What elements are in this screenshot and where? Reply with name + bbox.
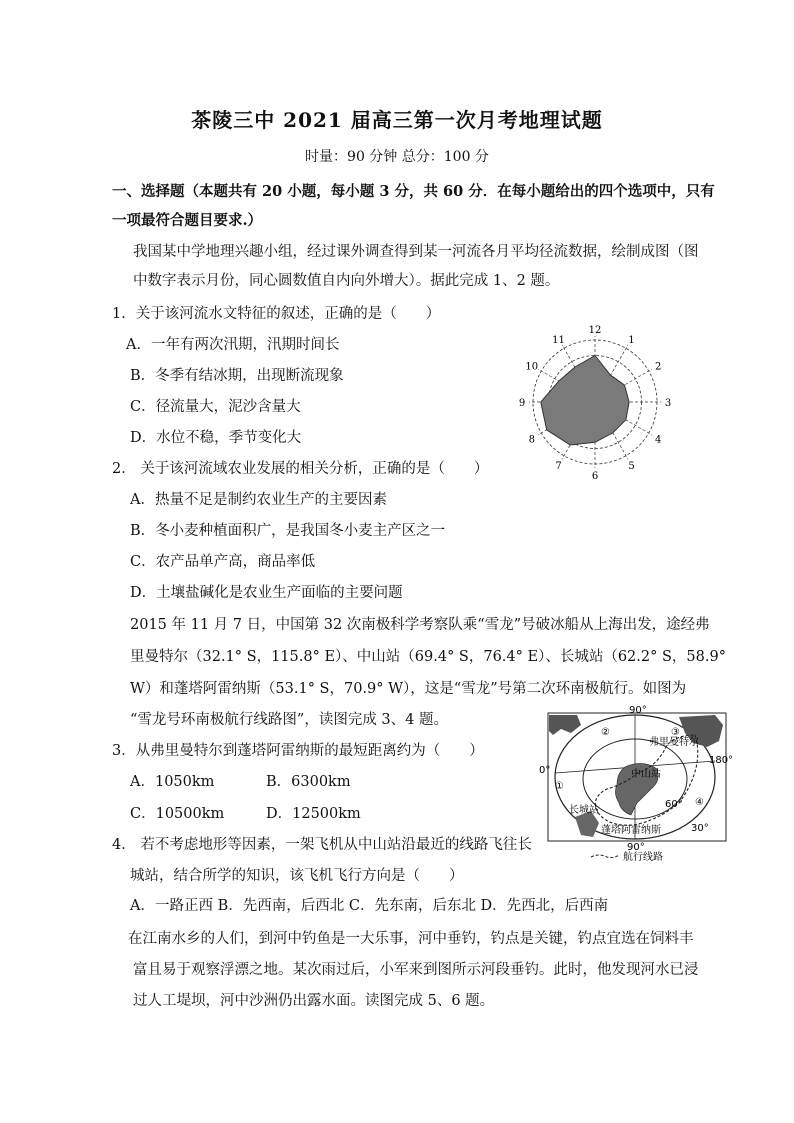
lat-30: 30° xyxy=(691,823,709,834)
lon-0: 0° xyxy=(539,765,551,776)
q3-option-d: D．12500km xyxy=(266,806,361,822)
intro1-line1: 我国某中学地理兴趣小组，经过课外调查得到某一河流各月平均径流数据，绘制成图（图 xyxy=(133,244,699,260)
section-heading-cont: 一项最符合题目要求.） xyxy=(112,212,263,229)
runoff-area xyxy=(541,356,629,446)
q3-stem: 3．从弗里曼特尔到蓬塔阿雷纳斯的最短距离约为（ ） xyxy=(112,743,484,759)
antarctic-route-map xyxy=(539,705,734,863)
month-label-7: 7 xyxy=(555,461,562,473)
month-label-1: 1 xyxy=(628,334,635,346)
q4-options: A．一路正西 B．先西南，后西北 C．先东南，后东北 D．先西北，后西南 xyxy=(130,898,609,914)
intro3-line3: 过人工堤坝，河中沙洲仍出露水面。读图完成 5、6 题。 xyxy=(133,993,495,1009)
month-label-11: 11 xyxy=(552,334,565,346)
month-label-4: 4 xyxy=(655,434,662,446)
intro2-line4: “雪龙号环南极航行线路图”，读图完成 3、4 题。 xyxy=(130,712,448,728)
q2-stem: 2． 关于该河流域农业发展的相关分析，正确的是（ ） xyxy=(112,461,489,477)
q4-stem: 4． 若不考虑地形等因素，一架飞机从中山站沿最近的线路飞往长 xyxy=(112,837,532,853)
q1-option-d: D．水位不稳，季节变化大 xyxy=(130,430,302,446)
q1-option-c: C．径流量大，泥沙含量大 xyxy=(130,399,301,415)
runoff-radar-chart xyxy=(505,322,685,482)
q3-option-a: A．1050km xyxy=(130,774,215,790)
intro2-line2: 里曼特尔（32.1° S，115.8° E）、中山站（69.4° S，76.4° E）、长城站（62.2° S，58.9° xyxy=(130,649,726,665)
page-title: 茶陵三中 2021 届高三第一次月考地理试题 xyxy=(191,108,603,132)
lon-90-top: 90° xyxy=(629,705,647,716)
zhongshan-label: 中山站 xyxy=(631,769,661,780)
month-label-3: 3 xyxy=(664,398,672,409)
month-label-12: 12 xyxy=(588,325,602,336)
q4-stem-cont: 城站，结合所学的知识，该飞机飞行方向是（ ） xyxy=(130,868,464,884)
exam-info: 时量：90 分钟 总分：100 分 xyxy=(305,149,489,165)
section-heading: 一、选择题（本题共有 20 小题，每小题 3 分，共 60 分．在每小题给出的四个选项中，只有 xyxy=(112,183,715,200)
legend-route-label: 航行线路 xyxy=(623,852,663,863)
lon-90-bottom: 90° xyxy=(627,842,645,853)
q1-option-b: B．冬季有结冰期，出现断流现象 xyxy=(130,368,344,384)
month-label-5: 5 xyxy=(628,461,635,473)
intro2-line1: 2015 年 11 月 7 日，中国第 32 次南极科学考察队乘“雪龙”号破冰船从上海出发，途经弗 xyxy=(130,617,710,633)
q1-option-a: A．一年有两次汛期，汛期时间长 xyxy=(126,337,340,353)
q3-option-b: B．6300km xyxy=(266,774,351,790)
fremantle-label: 弗里曼特尔 xyxy=(649,737,699,748)
q3-option-c: C．10500km xyxy=(130,806,225,822)
intro3-line1: 在江南水乡的人们，到河中钓鱼是一大乐事，河中垂钓，钓点是关键，钓点宜选在饲料丰 xyxy=(128,931,694,947)
region-2: ② xyxy=(601,727,610,738)
punta-arenas-label: 蓬塔阿雷纳斯 xyxy=(601,825,661,836)
month-label-8: 8 xyxy=(528,434,535,446)
region-4: ④ xyxy=(695,797,704,808)
intro1-line2: 中数字表示月份，同心圆数值自内向外增大）。据此完成 1、2 题。 xyxy=(133,273,560,289)
month-label-6: 6 xyxy=(591,471,599,482)
lon-180: 180° xyxy=(709,755,734,766)
changcheng-label: 长城站 xyxy=(569,805,599,816)
month-label-9: 9 xyxy=(518,398,526,409)
month-label-2: 2 xyxy=(655,361,662,373)
lat-60: 60° xyxy=(665,799,683,810)
month-label-10: 10 xyxy=(525,361,539,373)
q1-stem: 1．关于该河流水文特征的叙述，正确的是（ ） xyxy=(112,306,441,322)
q2-option-c: C．农产品单产高，商品率低 xyxy=(130,554,316,570)
region-1: ① xyxy=(555,781,564,792)
q2-option-d: D．土壤盐碱化是农业生产面临的主要问题 xyxy=(130,585,403,601)
region-3: ③ xyxy=(671,727,680,738)
legend-route-line xyxy=(591,855,619,858)
intro3-line2: 富且易于观察浮漂之地。某次雨过后，小军来到图所示河段垂钓。此时，他发现河水已浸 xyxy=(133,962,699,978)
q2-option-a: A．热量不足是制约农业生产的主要因素 xyxy=(130,492,387,508)
q2-option-b: B．冬小麦种植面积广，是我国冬小麦主产区之一 xyxy=(130,523,446,539)
intro2-line3: W）和蓬塔阿雷纳斯（53.1° S，70.9° W），这是“雪龙”号第二次环南极航行。如图为 xyxy=(130,681,687,697)
